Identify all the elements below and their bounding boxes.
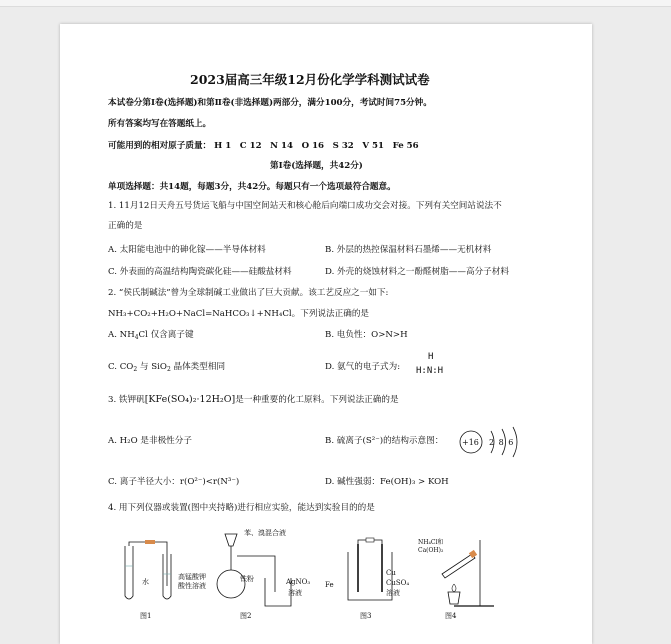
fig2-solution-label: 溶液 xyxy=(288,589,302,597)
q1-option-d: D. 外壳的烧蚀材料之一酚醛树脂——高分子材料 xyxy=(325,267,509,277)
fig4-stopper xyxy=(469,550,477,558)
q3-option-a: A. H₂O 是非极性分子 xyxy=(108,436,192,446)
fig4-test-tube xyxy=(442,554,475,578)
q2-a-post: Cl 仅含离子键 xyxy=(138,330,194,340)
fig4-lamp xyxy=(448,592,460,604)
q4-stem: 4. 用下列仪器或装置(图中夹持略)进行相应实验，能达到实验目的的是 xyxy=(108,503,375,513)
fig3-fe-label: Fe xyxy=(325,581,334,589)
q1-option-b: B. 外层的热控保温材料石墨烯——无机材料 xyxy=(325,245,492,255)
ammonia-electron-formula: H:N:H xyxy=(416,366,444,376)
q3-stem-post: 是一种重要的化工原料。下列说法正确的是 xyxy=(235,395,399,405)
atomic-mass-line: 可能用到的相对原子质量： H 1 C 12 N 14 O 16 S 32 V 51 Fe 56 xyxy=(108,141,419,151)
fig2-caption: 图2 xyxy=(240,612,252,620)
exam-title: 2023届高三年级12月份化学学科测试试卷 xyxy=(190,72,430,87)
fig1-caption: 图1 xyxy=(140,612,152,620)
fig3-solution-label: 溶液 xyxy=(386,589,400,597)
fig2-funnel xyxy=(225,534,237,546)
sulfide-shell-electrons: 2 8 6 xyxy=(489,438,514,447)
q2-option-a xyxy=(108,330,194,341)
fig3-battery xyxy=(366,538,374,542)
exam-intro-line2: 所有答案均写在答题纸上。 xyxy=(108,119,212,129)
fig1-tube-left xyxy=(125,546,133,599)
fig1-water-label: 水 xyxy=(142,578,149,586)
q2-a-sub: 4 xyxy=(134,334,139,341)
q2-stem-line1: 2. “侯氏制碱法”曾为全球制碱工业做出了巨大贡献。该工艺反应之一如下: xyxy=(108,288,389,298)
shell-arc-3 xyxy=(513,427,517,457)
fig1-reagent-line1: 高锰酸钾 xyxy=(178,573,206,581)
q2-c-pre: C. CO xyxy=(108,362,134,372)
exam-intro-line1: 本试卷分第Ⅰ卷(选择题)和第Ⅱ卷(非选择题)两部分，满分100分，考试时间75分钟。 xyxy=(108,98,432,108)
figure1-drawing xyxy=(115,536,185,608)
q3-option-b: B. 硫离子(S²⁻)的结构示意图： xyxy=(325,436,444,446)
document-page xyxy=(60,24,592,644)
ammonia-electron-top: H xyxy=(428,352,434,362)
q2-option-b: B. 电负性：O>N>H xyxy=(325,330,408,340)
q3-stem-pre: 3. 铁钾矾 xyxy=(108,395,145,405)
q3-option-d: D. 碱性强弱：Fe(OH)₃ > KOH xyxy=(325,477,449,487)
q2-equation: NH₃+CO₂+H₂O+NaCl=NaHCO₃↓+NH₄Cl。下列说法正确的是 xyxy=(108,309,370,319)
fig3-caption: 图3 xyxy=(360,612,372,620)
q2-option-d: D. 氨气的电子式为: xyxy=(325,362,401,372)
fig2-agno3-label: AgNO₃ xyxy=(286,578,311,586)
fig3-cu-label: Cu xyxy=(386,569,396,577)
q2-c-mid: 与 SiO xyxy=(137,362,167,372)
q2-a-pre: A. NH xyxy=(108,330,135,340)
fig4-reagent-line2: Ca(OH)₂ xyxy=(418,547,444,554)
fig4-flame xyxy=(452,584,456,592)
q2-c-post: 晶体类型相同 xyxy=(170,362,226,372)
fig2-iron-label: 铁粉 xyxy=(240,575,254,583)
q3-stem xyxy=(108,394,399,406)
part1-title: 第Ⅰ卷(选择题，共42分) xyxy=(270,161,363,171)
fig3-cuso4-label: CuSO₄ xyxy=(386,579,410,587)
fig1-reagent-line2: 酸性溶液 xyxy=(178,582,206,590)
fig1-rubber-joint xyxy=(145,540,155,544)
sulfide-nucleus-label: +16 xyxy=(462,438,479,447)
q3-formula: [KFe(SO₄)₂·12H₂O] xyxy=(144,394,236,405)
q1-option-c: C. 外表面的高温结构陶瓷碳化硅——硅酸盐材料 xyxy=(108,267,292,277)
fig2-mixture-label: 苯、溴混合液 xyxy=(244,529,286,537)
q1-option-a: A. 太阳能电池中的砷化镓——半导体材料 xyxy=(108,245,266,255)
q1-stem-line2: 正确的是 xyxy=(108,221,143,231)
q1-stem-line1: 1. 11月12日天舟五号货运飞船与中国空间站天和核心舱后向端口成功交会对接。下列有关空间站说法不 xyxy=(108,201,502,211)
section-title: 单项选择题：共14题，每题3分，共42分。每题只有一个选项最符合题意。 xyxy=(108,182,396,192)
q3-option-c: C. 离子半径大小：r(O²⁻)<r(N³⁻) xyxy=(108,477,240,487)
q2-c-sub1: 2 xyxy=(133,366,138,373)
viewer-toolbar-strip xyxy=(0,0,671,7)
q2-option-c xyxy=(108,362,225,373)
fig4-reagent-line1: NH₄Cl和 xyxy=(418,539,444,546)
fig4-caption: 图4 xyxy=(445,612,457,620)
q2-c-sub2: 2 xyxy=(166,366,171,373)
